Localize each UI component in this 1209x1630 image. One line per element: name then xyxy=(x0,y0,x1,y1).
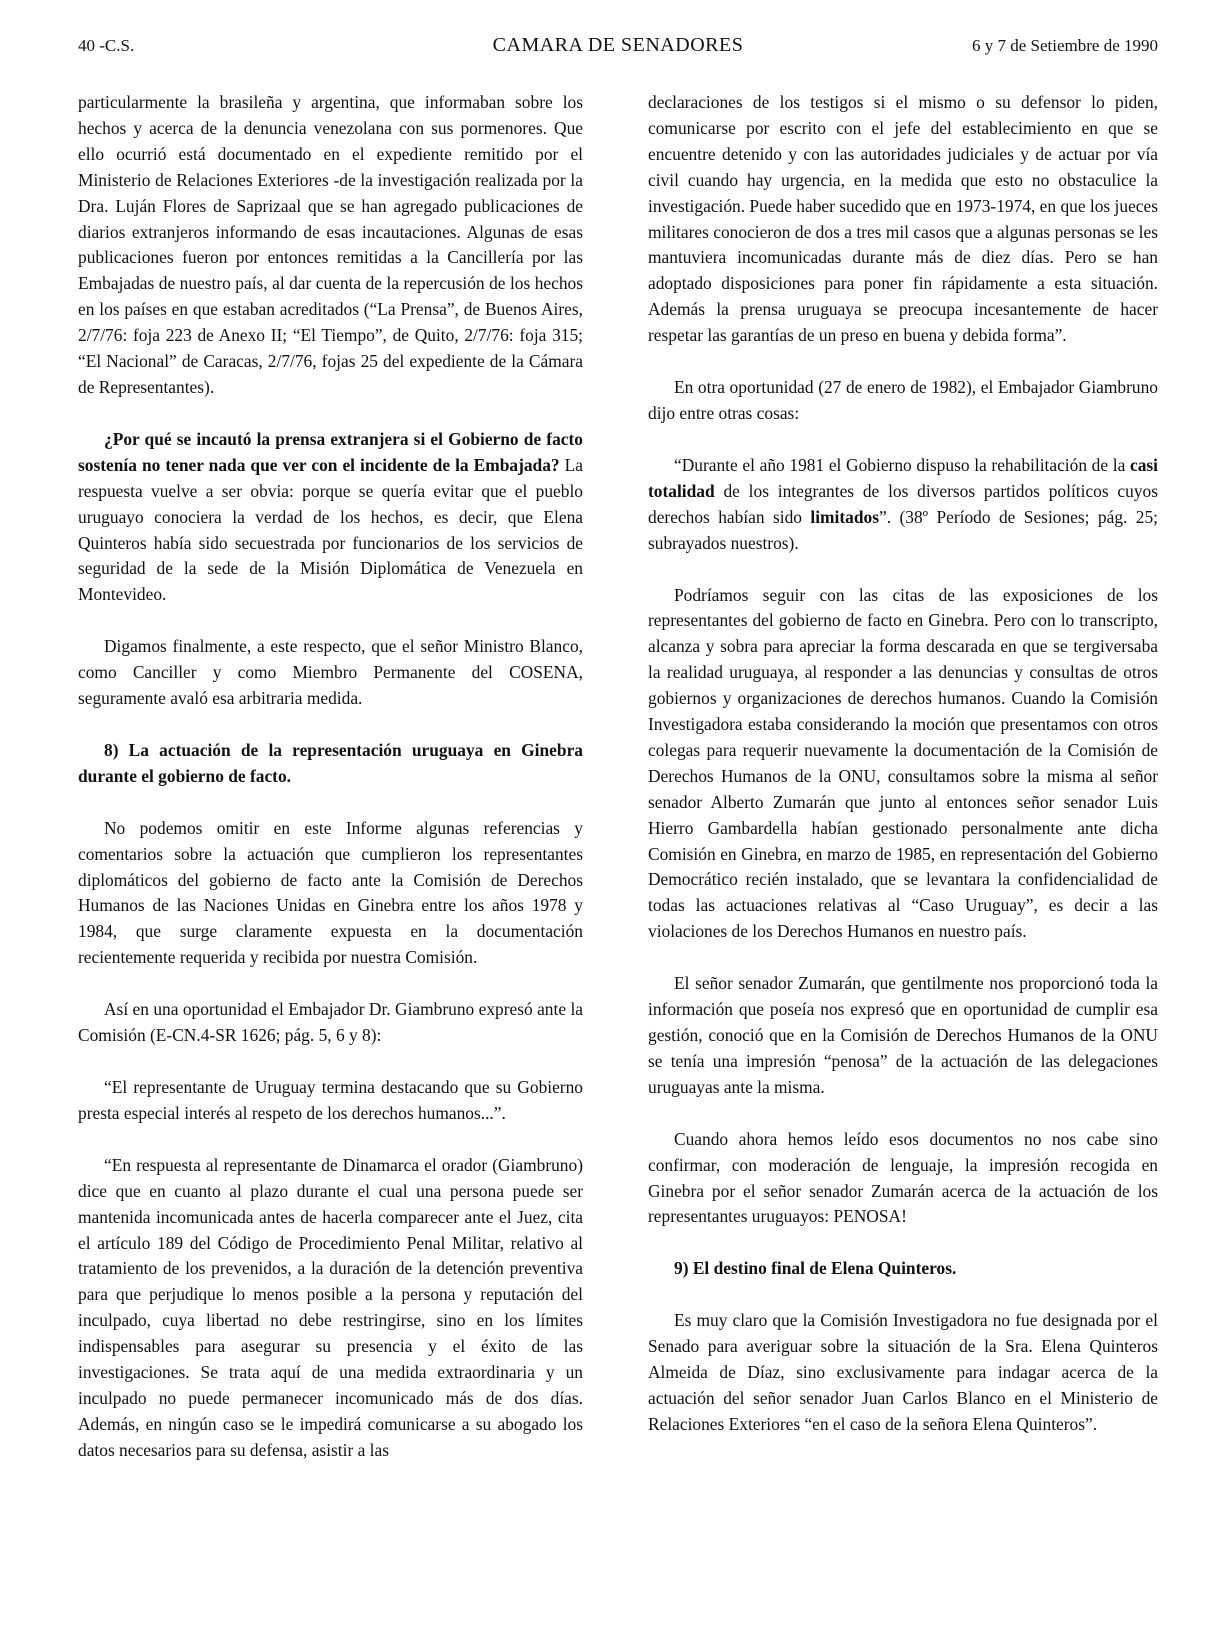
quote-rehabilitation-part-a: “Durante el año 1981 el Gobierno dispuso la rehabilitación de la xyxy=(674,454,1130,475)
paragraph-minister-blanco: Digamos finalmente, a este respecto, que el señor Ministro Blanco, como Canciller y como Miembro Permanente del COSENA, seguramente avaló esa arbitraria medida. xyxy=(78,636,583,709)
question-answer: La respuesta vuelve a ser obvia: porque se quería evitar que el pueblo uruguayo conociera la verdad de los hechos, es decir, que Elena Quinteros había sido secuestrada por funcionarios de los servicios de seguridad de la sede de la Misión Diplomática de Venezuela en Montevideo. xyxy=(78,454,583,605)
quote-denmark-response-continued: declaraciones de los testigos si el mismo o su defensor lo piden, comunicarse por escrito con el jefe del establecimiento en que se encuentre detenido y con las autoridades judiciales y de actuar por vía civil cuando hay urgencia, en la medida que esto no obstaculice la investigación. Puede haber sucedido que en 1973-1974, en que los jueces militares conocieron de dos a tres mil casos que a algunas personas se les mantuviera incomunicadas durante más de diez días. Pero se han adoptado disposiciones para poner fin rápidamente a esta situación. Además la prensa uruguaya se preocupa incesantemente de hacer respetar las garantías de un preso en buena y debida forma”. xyxy=(648,92,1158,346)
quote-rehabilitation-part-d: ”. (38º Período de Sesiones; pág. 25; subrayados nuestros). xyxy=(648,506,1158,553)
session-date: 6 y 7 de Setiembre de 1990 xyxy=(971,36,1158,55)
quote-denmark-response: “En respuesta al representante de Dinamarca el orador (Giambruno) dice que en cuanto al plazo durante el cual una persona puede ser mantenida incomunicada antes de hacerla comparecer ante el Juez, cita el artículo 189 del Código de Procedimiento Penal Militar, relativo al tratamiento de los prevenidos, a la duración de la detención preventiva para que perjudique lo menos posible a la persona y reputación del inculpado, cuya libertad no debe restringirse, sino en los límites indispensables para asegurar su presencia y el éxito de las investigaciones. Se trata aquí de una medida extraordinaria y un inculpado no puede permanecer incomunicado más de dos días. Además, en ningún caso se le impedirá comunicarse a su abogado los datos necesarios para su defensa, asistir a las xyxy=(78,1154,583,1460)
section-heading-9: 9) El destino final de Elena Quinteros. xyxy=(674,1258,957,1279)
question-bold: ¿Por qué se incautó la prensa extranjera si el Gobierno de facto sostenía no tener nada que ver con el incidente de la Embajada? xyxy=(78,428,583,475)
section-heading-8: 8) La actuación de la representación uruguaya en Ginebra durante el gobierno de facto. xyxy=(78,739,583,786)
paragraph-another-occasion: En otra oportunidad (27 de enero de 1982), el Embajador Giambruno dijo entre otras cosas: xyxy=(648,377,1158,423)
quote-emphasis-casi-totalidad: casi totalidad xyxy=(648,454,1158,501)
paragraph-further-citations: Podríamos seguir con las citas de las exposiciones de los representantes del gobierno de facto en Ginebra. Pero con lo transcripto, alcanza y sobra para apreciar la forma descarada en que se tergiversaba la realidad uruguaya, al responder a las denuncias y consultas de otros gobiernos y organizaciones de derechos humanos. Cuando la Comisión Investigadora estaba considerando la moción que presentamos con otros colegas para requerir nuevamente la documentación de la Comisión de Derechos Humanos de la ONU, consultamos sobre la misma al señor senador Alberto Zumarán que junto al entonces señor senador Luis Hierro Gambardella habían gestionado personalmente ante dicha Comisión en Ginebra, en marzo de 1985, en representación del Gobierno Democrático recién instalado, que se levantara la confidencialidad de todas las actuaciones relativas al “Caso Uruguay”, es decir a las violaciones de los Derechos Humanos en nuestro país. xyxy=(648,584,1158,942)
paragraph-foreign-press: particularmente la brasileña y argentina, que informaban sobre los hechos y acerca de la denuncia venezolana con sus pormenores. Que ello ocurrió está documentado en el expediente remitido por el Ministerio de Relaciones Exteriores -de la investigación realizada por la Dra. Luján Flores de Saprizaal que se han agregado publicaciones de diarios extranjeros informando de esas incautaciones. Algunas de esas publicaciones fueron por entonces remitidas a la Cancillería por las Embajadas de nuestro país, al dar cuenta de la repercusión de los hechos en los países en que estaban acreditados (“La Prensa”, de Buenos Aires, 2/7/76: foja 223 de Anexo II; “El Tiempo”, de Quito, 2/7/76: foja 315; “El Nacional” de Caracas, 2/7/76, fojas 25 del expediente de la Cámara de Representantes). xyxy=(78,92,583,397)
quote-rehabilitation-part-c: de los integrantes de los diversos partidos políticos cuyos derechos habían sido xyxy=(648,480,1158,527)
paragraph-zumaran: El señor senador Zumarán, que gentilmente nos proporcionó toda la información que poseía nos expresó que en oportunidad de cumplir esa gestión, conoció que en la Comisión de Derechos Humanos de la ONU se tenía una impresión “penosa” de la actuación de las delegaciones uruguayas ante la misma. xyxy=(648,973,1158,1097)
quote-uruguay-representative: “El representante de Uruguay termina destacando que su Gobierno presta especial interés al respeto de los derechos humanos...”. xyxy=(78,1077,583,1123)
left-column xyxy=(78,90,583,1490)
quote-emphasis-limitados: limitados xyxy=(810,506,879,527)
page-reference: 40 -C.S. xyxy=(78,36,135,55)
paragraph-penosa: Cuando ahora hemos leído esos documentos no nos cabe sino confirmar, con moderación de lenguaje, la impresión recogida en Ginebra por el señor senador Zumarán acerca de la actuación de los representantes uruguayos: PENOSA! xyxy=(648,1128,1158,1227)
publication-title: CAMARA DE SENADORES xyxy=(492,34,744,56)
page-header xyxy=(78,36,1158,62)
paragraph-geneva-intro: No podemos omitir en este Informe algunas referencias y comentarios sobre la actuación que cumplieron los representantes diplomáticos del gobierno de facto ante la Comisión de Derechos Humanos de las Naciones Unidas en Ginebra entre los años 1978 y 1984, que surge claramente expuesta en la documentación recientemente requerida y recibida por nuestra Comisión. xyxy=(78,817,583,968)
right-column xyxy=(648,90,1158,1464)
quote-rehabilitation xyxy=(648,453,1158,557)
paragraph-commission-scope: Es muy claro que la Comisión Investigadora no fue designada por el Senado para averiguar sobre la situación de la Sra. Elena Quinteros Almeida de Díaz, sino exclusivamente para indagar acerca de la actuación del señor senador Juan Carlos Blanco en el Ministerio de Relaciones Exteriores “en el caso de la señora Elena Quinteros”. xyxy=(648,1310,1158,1434)
paragraph-question xyxy=(78,427,583,608)
paragraph-giambruno: Así en una oportunidad el Embajador Dr. Giambruno expresó ante la Comisión (E-CN.4-SR 1626; pág. 5, 6 y 8): xyxy=(78,999,583,1046)
